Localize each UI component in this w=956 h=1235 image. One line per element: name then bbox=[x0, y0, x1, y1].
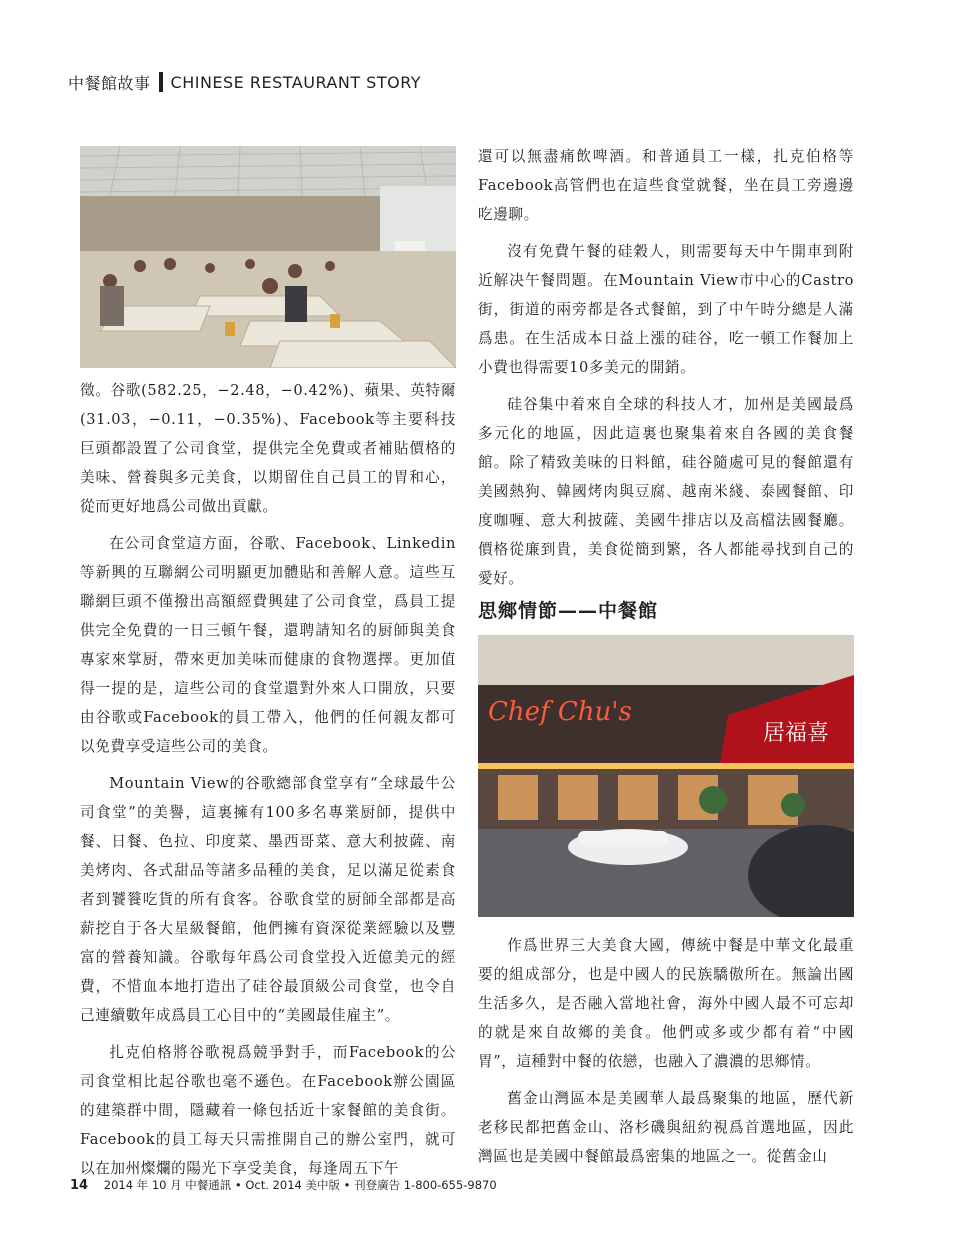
restaurant-sign-chinese: 居福喜 bbox=[763, 721, 830, 746]
paragraph: 扎克伯格將谷歌視爲競爭對手，而Facebook的公司食堂相比起谷歌也毫不遜色。在Facebook辦公園區的建築群中間，隱藏着一條包括近十家餐館的美食街。Facebook的員工每天只需推開自己的辦公室門，就可以在加州燦爛的陽光下享受美食，每逢周五下午 bbox=[80, 1044, 456, 1177]
paragraph: 硅谷集中着來自全球的科技人才，加州是美國最爲多元化的地區，因此這裏也聚集着來自各國的美食餐館。除了精致美味的日料館，硅谷隨處可見的餐館還有美國熱狗、韓國烤肉與豆腐、越南米綫、泰國餐館、印度咖喱、意大利披薩、美國牛排店以及高檔法國餐廳。價格從廉到貴，美食從簡到繁，各人都能尋找到自己的愛好。 bbox=[478, 396, 854, 587]
paragraph: 作爲世界三大美食大國，傳統中餐是中華文化最重要的組成部分，也是中國人的民族驕傲所在。無論出國生活多久，是否融入當地社會，海外中國人最不可忘却的就是來自故鄉的美食。他們或多或少都有着“中國胃”，這種對中餐的依戀，也融入了濃濃的思鄉情。 bbox=[478, 937, 854, 1070]
left-column bbox=[80, 146, 456, 1183]
paragraph: Mountain View的谷歌總部食堂享有“全球最牛公司食堂”的美譽，這裏擁有100多名專業厨師，提供中餐、日餐、色拉、印度菜、墨西哥菜、意大利披薩、南美烤肉、各式甜品等諸多品種的美食，足以滿足從素食者到饕餮吃貨的所有食客。谷歌食堂的厨師全部都是高薪挖自于各大星級餐館，他們擁有資深從業經驗以及豐富的營養知識。谷歌每年爲公司食堂投入近億美元的經費，不惜血本地打造出了硅谷最頂級公司食堂，也令自己連續數年成爲員工心目中的“美國最佳雇主”。 bbox=[80, 775, 456, 1024]
chinese-restaurant-photo bbox=[478, 635, 854, 917]
right-column bbox=[478, 142, 854, 1171]
restaurant-sign-latin: Chef Chu's bbox=[488, 697, 632, 727]
issue-info: 2014 年 10 月 中餐通訊 • Oct. 2014 美中版 • 刊登廣告 1-800-655-9870 bbox=[103, 1178, 497, 1192]
header-divider bbox=[159, 72, 163, 92]
paragraph: 還可以無盡痛飲啤酒。和普通員工一樣，扎克伯格等Facebook高管們也在這些食堂就餐，坐在員工旁邊邊吃邊聊。 bbox=[478, 148, 854, 223]
company-cafeteria-photo bbox=[80, 146, 456, 368]
paragraph: 徵。谷歌(582.25，−2.48，−0.42%)、蘋果、英特爾(31.03，−0.11，−0.35%)、Facebook等主要科技巨頭都設置了公司食堂，提供完全免費或者補貼價格的美味、營養與多元美食，以期留住自己員工的胃和心，從而更好地爲公司做出貢獻。 bbox=[80, 382, 456, 515]
paragraph: 在公司食堂這方面，谷歌、Facebook、Linkedin等新興的互聯網公司明顯更加體貼和善解人意。這些互聯網巨頭不僅撥出高額經費興建了公司食堂，爲員工提供完全免費的一日三頓午餐，還聘請知名的厨師與美食專家來掌厨，帶來更加美味而健康的食物選擇。更加值得一提的是，這些公司的食堂還對外來人口開放，只要由谷歌或Facebook的員工帶入，他們的任何親友都可以免費享受這些公司的美食。 bbox=[80, 535, 456, 755]
page-header bbox=[68, 70, 421, 94]
section-title-english: CHINESE RESTAURANT STORY bbox=[170, 72, 422, 92]
page-number: 14 bbox=[70, 1178, 89, 1193]
section-title-chinese: 中餐館故事 bbox=[68, 73, 151, 93]
cafeteria-illustration bbox=[80, 146, 456, 368]
page-footer bbox=[70, 1177, 497, 1193]
restaurant-illustration bbox=[478, 635, 854, 917]
paragraph: 沒有免費午餐的硅穀人，則需要每天中午開車到附近解决午餐問題。在Mountain View市中心的Castro街，街道的兩旁都是各式餐館，到了中午時分總是人滿爲患。在生活成本日益上漲的硅谷，吃一頓工作餐加上小費也得需要10多美元的開銷。 bbox=[478, 243, 854, 376]
section-heading: 思鄉情節——中餐館 bbox=[478, 600, 659, 622]
paragraph: 舊金山灣區本是美國華人最爲聚集的地區，歷代新老移民都把舊金山、洛杉磯與紐約視爲首選地區，因此灣區也是美國中餐館最爲密集的地區之一。從舊金山 bbox=[478, 1090, 854, 1165]
